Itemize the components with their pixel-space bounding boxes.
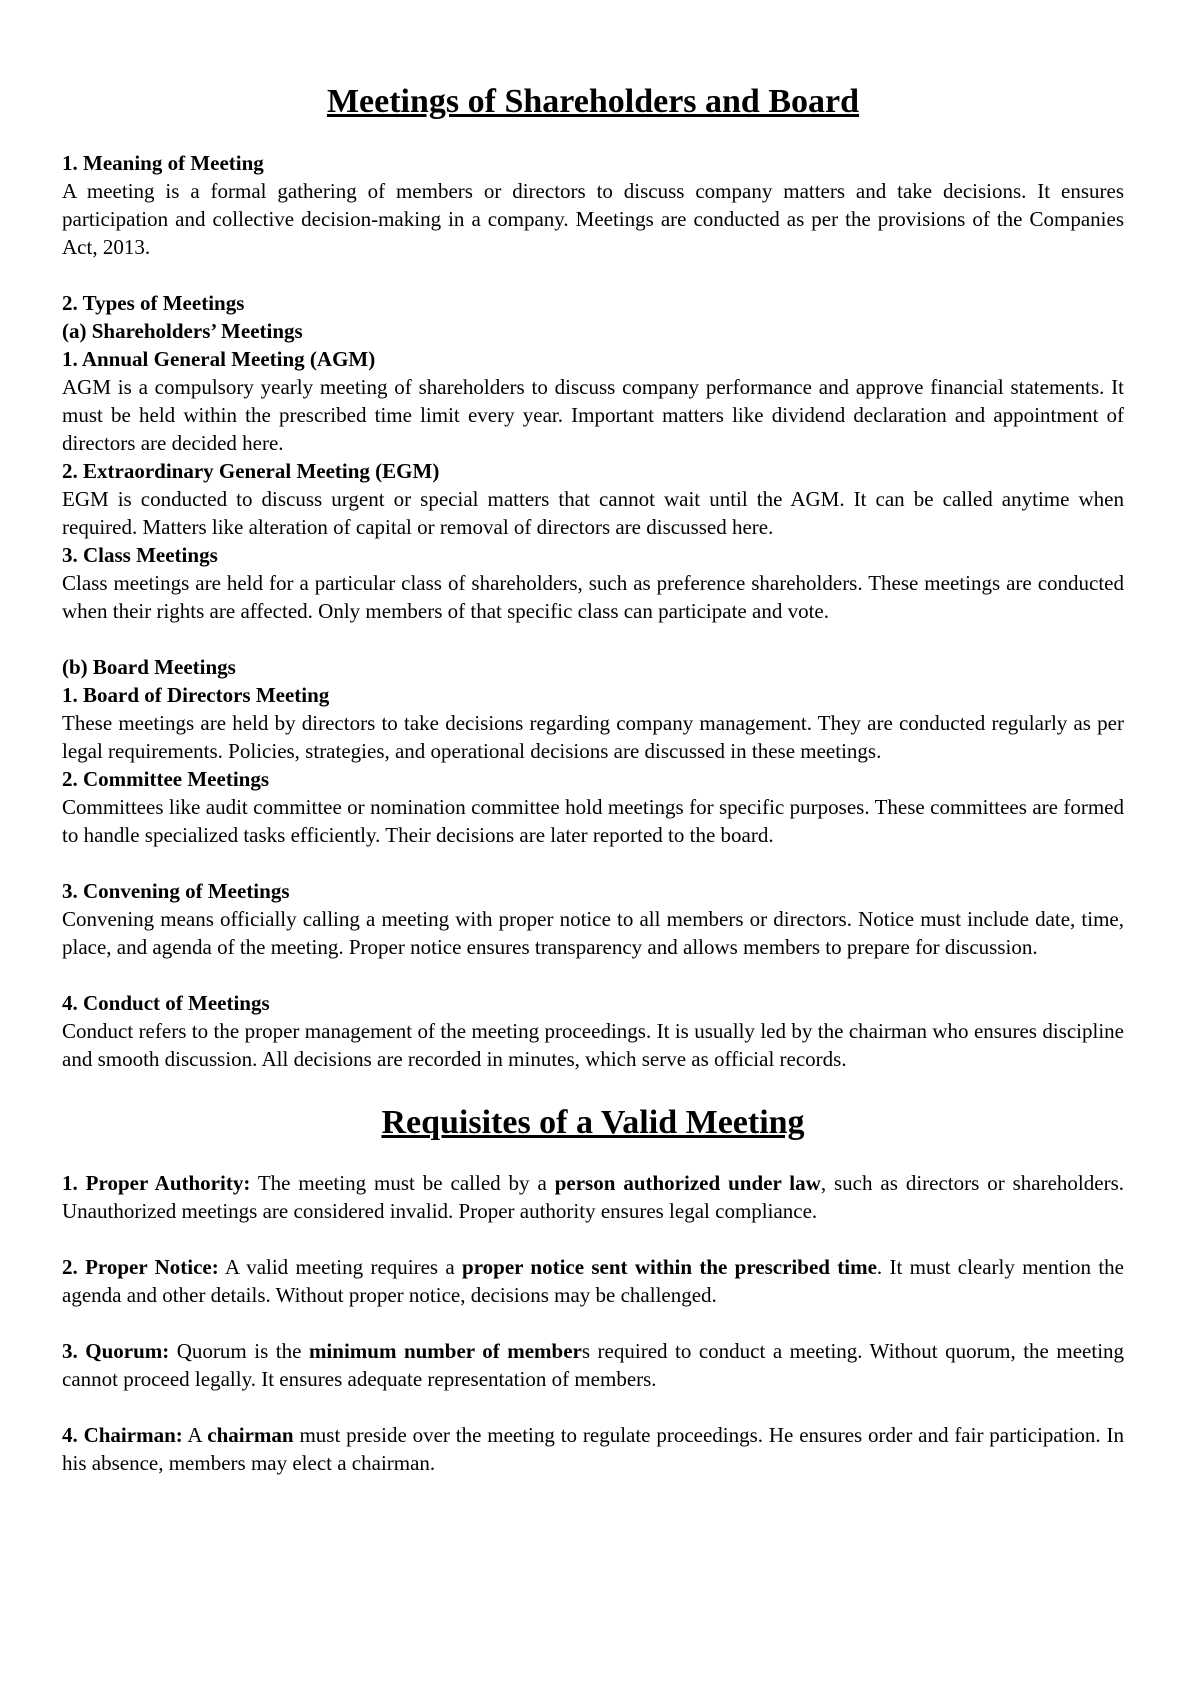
subsection-heading-board: (b) Board Meetings [62, 655, 236, 679]
section-heading-convening: 3. Convening of Meetings [62, 879, 290, 903]
item-text-bod: These meetings are held by directors to take decisions regarding company management. They are conducted regularly as per legal requirements. Policies, strategies, and operational decisions are discussed in these meetings. [62, 711, 1124, 763]
item-heading-committee: 2. Committee Meetings [62, 767, 270, 791]
requisite-text: A [182, 1423, 208, 1447]
section-heading-meaning: 1. Meaning of Meeting [62, 151, 264, 175]
requisite-text: , such as directors or shareholders. Unauthorized meetings are considered invalid. Proper authority ensures legal compliance. [62, 1171, 1125, 1223]
requisite-label: 3. Quorum: [62, 1339, 170, 1363]
requisite-label: 1. Proper Authority: [62, 1171, 251, 1195]
requisite-label: 2. Proper Notice: [62, 1255, 219, 1279]
requisite-chairman [62, 1421, 1124, 1477]
subsection-heading-shareholders: (a) Shareholders’ Meetings [62, 319, 303, 343]
document-page [62, 82, 1124, 1477]
requisite-quorum [62, 1337, 1124, 1393]
requisite-emphasis: chairman [207, 1423, 294, 1447]
item-text-agm: AGM is a compulsory yearly meeting of shareholders to discuss company performance and approve financial statements. It must be held within the prescribed time limit every year. Important matters like dividend declaration and appointment of directors are decided here. [62, 375, 1124, 455]
requisite-authority [62, 1169, 1124, 1225]
section-text-meaning: A meeting is a formal gathering of members or directors to discuss company matters and take decisions. It ensures participation and collective decision-making in a company. Meetings are conducted as per the provisions of the Companies Act, 2013. [62, 179, 1124, 259]
section-text-conduct: Conduct refers to the proper management of the meeting proceedings. It is usually led by the chairman who ensures discipline and smooth discussion. All decisions are recorded in minutes, which serve as official records. [62, 1019, 1124, 1071]
item-text-egm: EGM is conducted to discuss urgent or special matters that cannot wait until the AGM. It can be called anytime when required. Matters like alteration of capital or removal of directors are discussed here. [62, 487, 1124, 539]
requisite-text: The meeting must be called by a [250, 1171, 555, 1195]
item-text-committee: Committees like audit committee or nomination committee hold meetings for specific purposes. These committees are formed to handle specialized tasks efficiently. Their decisions are later reported to the board. [62, 795, 1124, 847]
requisite-emphasis: proper notice sent within the prescribed time [462, 1255, 877, 1279]
requisite-emphasis: minimum number of member [308, 1339, 582, 1363]
requisite-text: . It must clearly mention the agenda and other details. Without proper notice, decisions may be challenged. [62, 1255, 1124, 1307]
section-heading-conduct: 4. Conduct of Meetings [62, 991, 270, 1015]
requisite-text: s required to conduct a meeting. Without quorum, the meeting cannot proceed legally. It ensures adequate representation of members. [62, 1339, 1125, 1391]
requisite-text: Quorum is the [169, 1339, 309, 1363]
requisite-label: 4. Chairman: [62, 1423, 183, 1447]
requisite-emphasis: person authorized under law [554, 1171, 821, 1195]
item-text-class: Class meetings are held for a particular class of shareholders, such as preference shareholders. These meetings are conducted when their rights are affected. Only members of that specific class can participate and vote. [62, 571, 1124, 623]
requisite-text: must preside over the meeting to regulate proceedings. He ensures order and fair participation. In his absence, members may elect a chairman. [62, 1423, 1124, 1475]
page-title: Meetings of Shareholders and Board [326, 83, 860, 120]
section-title-requisites: Requisites of a Valid Meeting [381, 1104, 805, 1141]
section-text-convening: Convening means officially calling a meeting with proper notice to all members or directors. Notice must include date, time, place, and agenda of the meeting. Proper notice ensures transparency and allows members to prepare for discussion. [62, 907, 1124, 959]
item-heading-egm: 2. Extraordinary General Meeting (EGM) [62, 459, 440, 483]
item-heading-class: 3. Class Meetings [62, 543, 218, 567]
requisite-notice [62, 1253, 1124, 1309]
item-heading-bod: 1. Board of Directors Meeting [62, 683, 330, 707]
requisite-text: A valid meeting requires a [218, 1255, 463, 1279]
item-heading-agm: 1. Annual General Meeting (AGM) [62, 347, 376, 371]
section-heading-types: 2. Types of Meetings [62, 291, 245, 315]
